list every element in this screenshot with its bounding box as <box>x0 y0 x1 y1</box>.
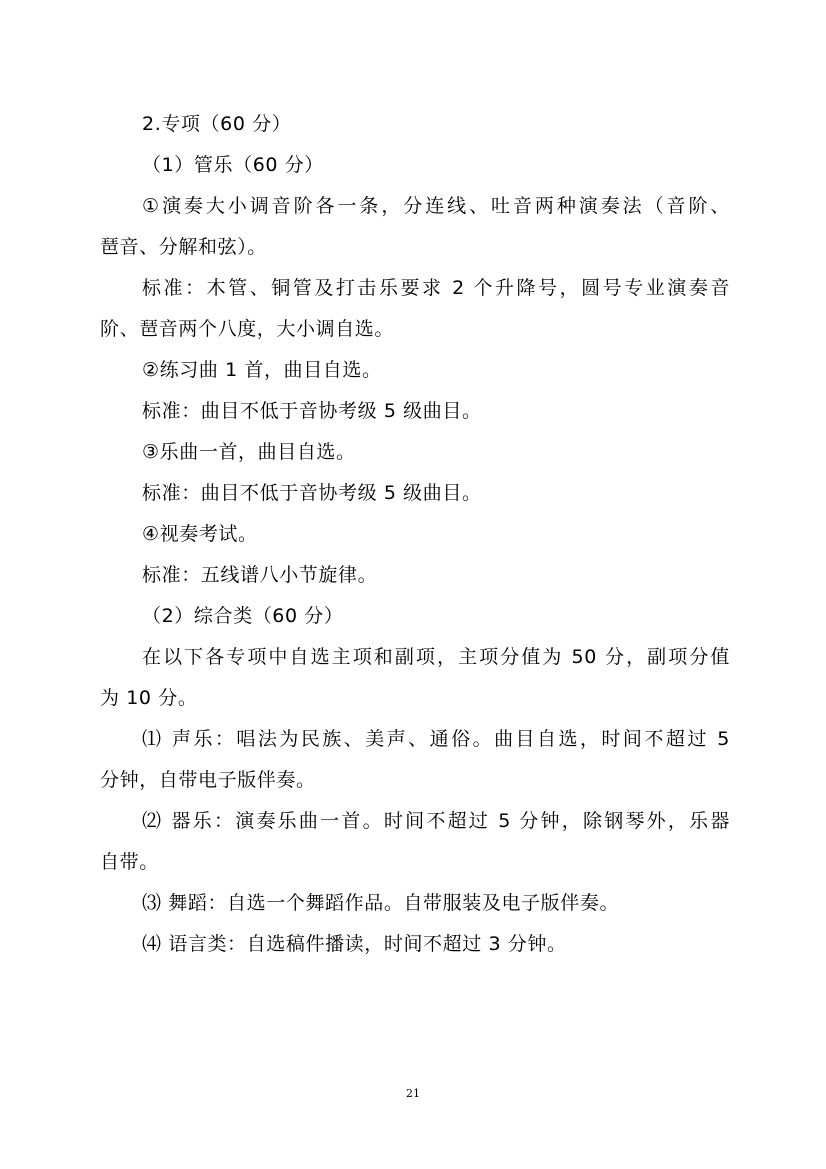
paragraph-line: ②练习曲 1 首，曲目自选。 <box>142 359 382 381</box>
page-number: 21 <box>406 1087 420 1100</box>
section-heading-specialty: 2.专项（60 分） <box>142 113 292 135</box>
document-body <box>100 104 730 965</box>
paragraph-line: 阶、琶音两个八度，大小调自选。 <box>100 318 395 340</box>
paragraph-line: ⑶ 舞蹈：自选一个舞蹈作品。自带服装及电子版伴奏。 <box>142 892 620 914</box>
paragraph-line: 为 10 分。 <box>100 687 198 709</box>
paragraph-line: ⑴ 声乐：唱法为民族、美声、通俗。曲目自选，时间不超过 5 <box>142 728 730 750</box>
paragraph-line: ⑷ 语言类：自选稿件播读，时间不超过 3 分钟。 <box>142 933 567 955</box>
paragraph-line: ④视奏考试。 <box>142 523 258 545</box>
paragraph-line: 标准：曲目不低于音协考级 5 级曲目。 <box>142 400 482 422</box>
paragraph-line: 自带。 <box>100 851 159 873</box>
paragraph-line: ①演奏大小调音阶各一条，分连线、吐音两种演奏法（音阶、 <box>142 195 730 217</box>
paragraph-line: 琶音、分解和弦）。 <box>100 236 267 258</box>
paragraph-line: ⑵ 器乐：演奏乐曲一首。时间不超过 5 分钟，除钢琴外，乐器 <box>142 810 730 832</box>
paragraph-line: 标准：五线谱八小节旋律。 <box>142 564 378 586</box>
paragraph-line: 标准：曲目不低于音协考级 5 级曲目。 <box>142 482 482 504</box>
subsection-heading-comprehensive: （2）综合类（60 分） <box>142 605 344 627</box>
paragraph-line: 在以下各专项中自选主项和副项，主项分值为 50 分，副项分值 <box>142 646 730 668</box>
paragraph-line: 分钟，自带电子版伴奏。 <box>100 769 316 791</box>
paragraph-line: 标准：木管、铜管及打击乐要求 2 个升降号，圆号专业演奏音 <box>142 277 730 299</box>
subsection-heading-wind: （1）管乐（60 分） <box>142 154 324 176</box>
paragraph-line: ③乐曲一首，曲目自选。 <box>142 441 356 463</box>
